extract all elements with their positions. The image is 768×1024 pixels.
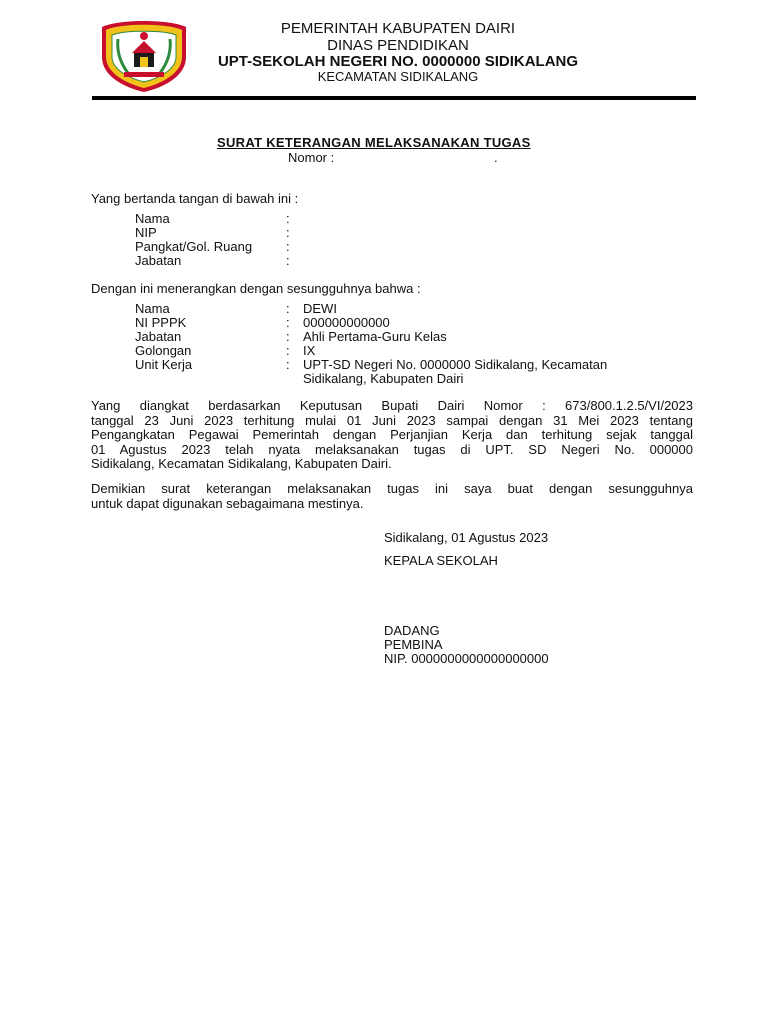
field-label: NI PPPK [135, 315, 187, 330]
letterhead-school: UPT-SEKOLAH NEGERI NO. 0000000 SIDIKALANG [217, 53, 579, 70]
signature-place-date: Sidikalang, 01 Agustus 2023 [384, 530, 549, 545]
field-colon: : [286, 301, 290, 316]
statement-text: Dengan ini menerangkan dengan sesungguhnya bahwa : [91, 281, 421, 296]
signature-name: DADANG [384, 623, 440, 638]
intro-text: Yang bertanda tangan di bawah ini : [91, 191, 299, 206]
field-value: UPT-SD Negeri No. 0000000 Sidikalang, Kecamatan [303, 357, 608, 372]
field-value: Ahli Pertama-Guru Kelas [303, 329, 447, 344]
paragraph-line: Sidikalang, Kecamatan Sidikalang, Kabupaten Dairi. [91, 456, 392, 471]
field-colon: : [286, 211, 290, 226]
paragraph-line: tanggal 23 Juni 2023 terhitung mulai 01 Juni 2023 sampai dengan 31 Mei 2023 tentang [91, 412, 693, 428]
field-label: Jabatan [135, 253, 182, 268]
appointment-paragraph [91, 399, 693, 472]
document-number-label: Nomor : [288, 150, 335, 165]
field-label: Nama [135, 211, 170, 226]
field-value: DEWI [303, 301, 337, 316]
signature-nip: NIP. 0000000000000000000 [384, 651, 549, 666]
signature-rank: PEMBINA [384, 637, 443, 652]
field-colon: : [286, 239, 290, 254]
field-colon: : [286, 225, 290, 240]
field-colon: : [286, 357, 290, 372]
field-label: NIP [135, 225, 157, 240]
field-colon: : [286, 315, 290, 330]
letterhead-district: KECAMATAN SIDIKALANG [317, 69, 479, 84]
document-number [288, 150, 498, 165]
paragraph-line: Yang diangkat berdasarkan Keputusan Bupati Dairi Nomor : 673/800.1.2.5/VI/2023 [91, 398, 693, 413]
paragraph-line: Pengangkatan Pegawai Pemerintah dengan Perjanjian Kerja dan terhitung sejak tanggal [91, 427, 693, 442]
signature-position: KEPALA SEKOLAH [384, 553, 498, 568]
field-colon: : [286, 253, 290, 268]
document-title: SURAT KETERANGAN MELAKSANAKAN TUGAS [217, 135, 531, 150]
paragraph-line: Demikian surat keterangan melaksanakan tugas ini saya buat dengan sesungguhnya [91, 481, 693, 496]
letterhead-department: DINAS PENDIDIKAN [327, 37, 469, 54]
field-label: Golongan [135, 343, 192, 358]
paragraph-line: untuk dapat digunakan sebagaimana mestinya. [91, 495, 364, 511]
letterhead-government: PEMERINTAH KABUPATEN DAIRI [280, 20, 516, 37]
field-value: 000000000000 [303, 315, 390, 330]
field-colon: : [286, 329, 290, 344]
field-value-continued: Sidikalang, Kabupaten Dairi [303, 371, 464, 386]
field-colon: : [286, 343, 290, 358]
field-label: Pangkat/Gol. Ruang [135, 239, 253, 254]
closing-paragraph [91, 482, 693, 511]
field-value: IX [303, 343, 316, 358]
field-label: Nama [135, 301, 170, 316]
document-number-end: . [494, 150, 498, 165]
letterhead-divider [92, 96, 696, 100]
field-label: Jabatan [135, 329, 182, 344]
paragraph-line: 01 Agustus 2023 telah nyata melaksanakan tugas di UPT. SD Negeri No. 000000 [91, 441, 693, 457]
field-label: Unit Kerja [135, 357, 193, 372]
